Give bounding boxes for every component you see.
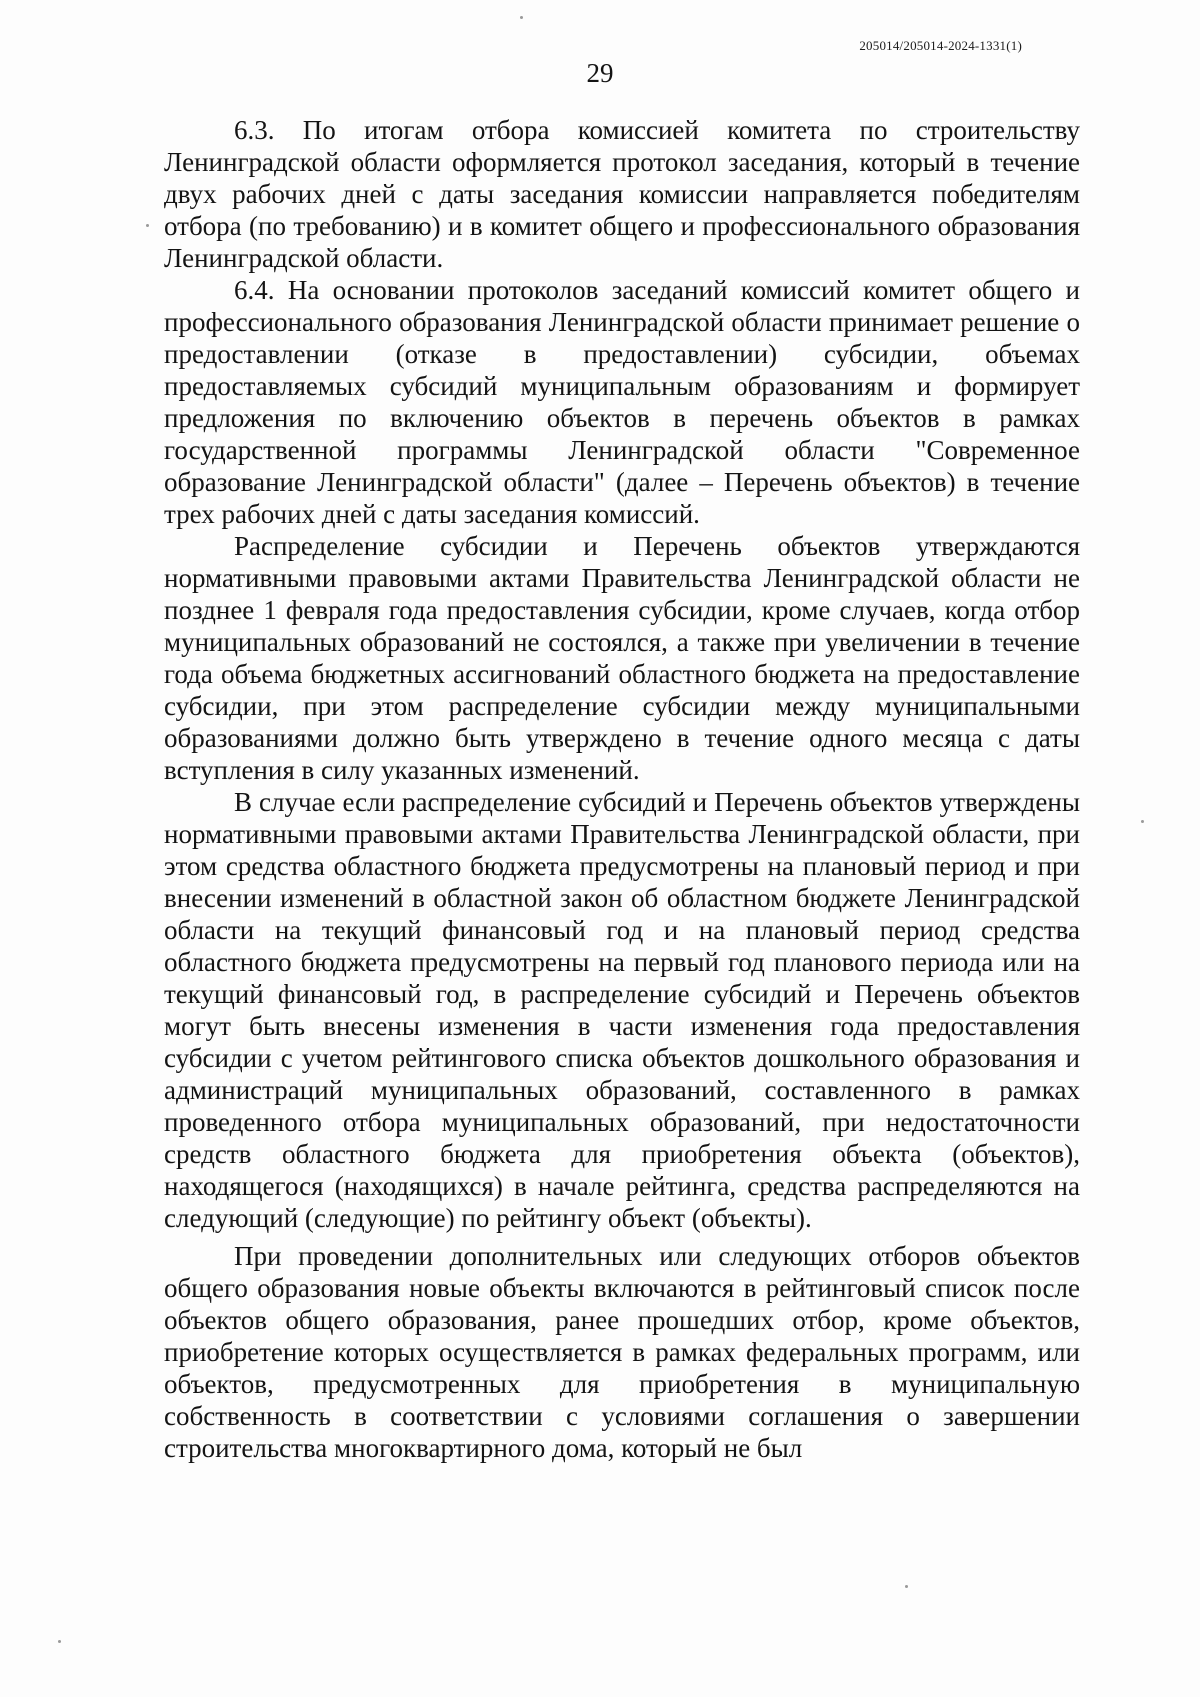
document-body	[164, 114, 1080, 1464]
paragraph-6-4: 6.4. На основании протоколов заседаний комиссий комитет общего и профессионального образования Ленинградской области принимает решение о предоставлении (отказе в предоставлении) субсидии, объемах предоставляемых субсидий муниципальным образованиям и формирует предложения по включению объектов в перечень объектов в рамках государственной программы Ленинградской области "Современное образование Ленинградской области" (далее – Перечень объектов) в течение трех рабочих дней с даты заседания комиссий.	[164, 275, 1080, 529]
scan-speck	[905, 1585, 908, 1588]
paragraph-changes: В случае если распределение субсидий и Перечень объектов утверждены нормативными правовыми актами Правительства Ленинградской области, при этом средства областного бюджета предусмотрены на плановый период и при внесении изменений в областной закон об областном бюджете Ленинградской области на текущий финансовый год и на плановый период средства областного бюджета предусмотрены на первый год планового периода или на текущий финансовый год, в распределение субсидий и Перечень объектов могут быть внесены изменения в части изменения года предоставления субсидии с учетом рейтингового списка объектов дошкольного образования и администраций муниципальных образований, составленного в рамках проведенного отбора муниципальных образований, при недостаточности средств областного бюджета для приобретения объекта (объектов), находящегося (находящихся) в начале рейтинга, средства распределяются на следующий (следующие) по рейтингу объект (объекты).	[164, 787, 1080, 1233]
scan-speck	[146, 224, 149, 227]
scan-speck	[520, 16, 523, 19]
paragraph-distribution: Распределение субсидии и Перечень объектов утверждаются нормативными правовыми актами Правительства Ленинградской области не позднее 1 февраля года предоставления субсидии, кроме случаев, когда отбор муниципальных образований не состоялся, а также при увеличении в течение года объема бюджетных ассигнований областного бюджета на предоставление субсидии, при этом распределение субсидии между муниципальными образованиями должно быть утверждено в течение одного месяца с даты вступления в силу указанных изменений.	[164, 531, 1080, 785]
scan-speck	[1141, 820, 1144, 823]
paragraph-6-3: 6.3. По итогам отбора комиссией комитета по строительству Ленинградской области оформляется протокол заседания, который в течение двух рабочих дней с даты заседания комиссии направляется победителям отбора (по требованию) и в комитет общего и профессионального образования Ленинградской области.	[164, 115, 1080, 273]
paragraph-additional-selection: При проведении дополнительных или следующих отборов объектов общего образования новые объекты включаются в рейтинговый список после объектов общего образования, ранее прошедших отбор, кроме объектов, приобретение которых осуществляется в рамках федеральных программ, или объектов, предусмотренных для приобретения в муниципальную собственность в соответствии с условиями соглашения о завершении строительства многоквартирного дома, который не был	[164, 1241, 1080, 1463]
document-number: 205014/205014-2024-1331(1)	[859, 38, 1022, 53]
page-number: 29	[586, 58, 614, 88]
scan-speck	[58, 1640, 61, 1643]
